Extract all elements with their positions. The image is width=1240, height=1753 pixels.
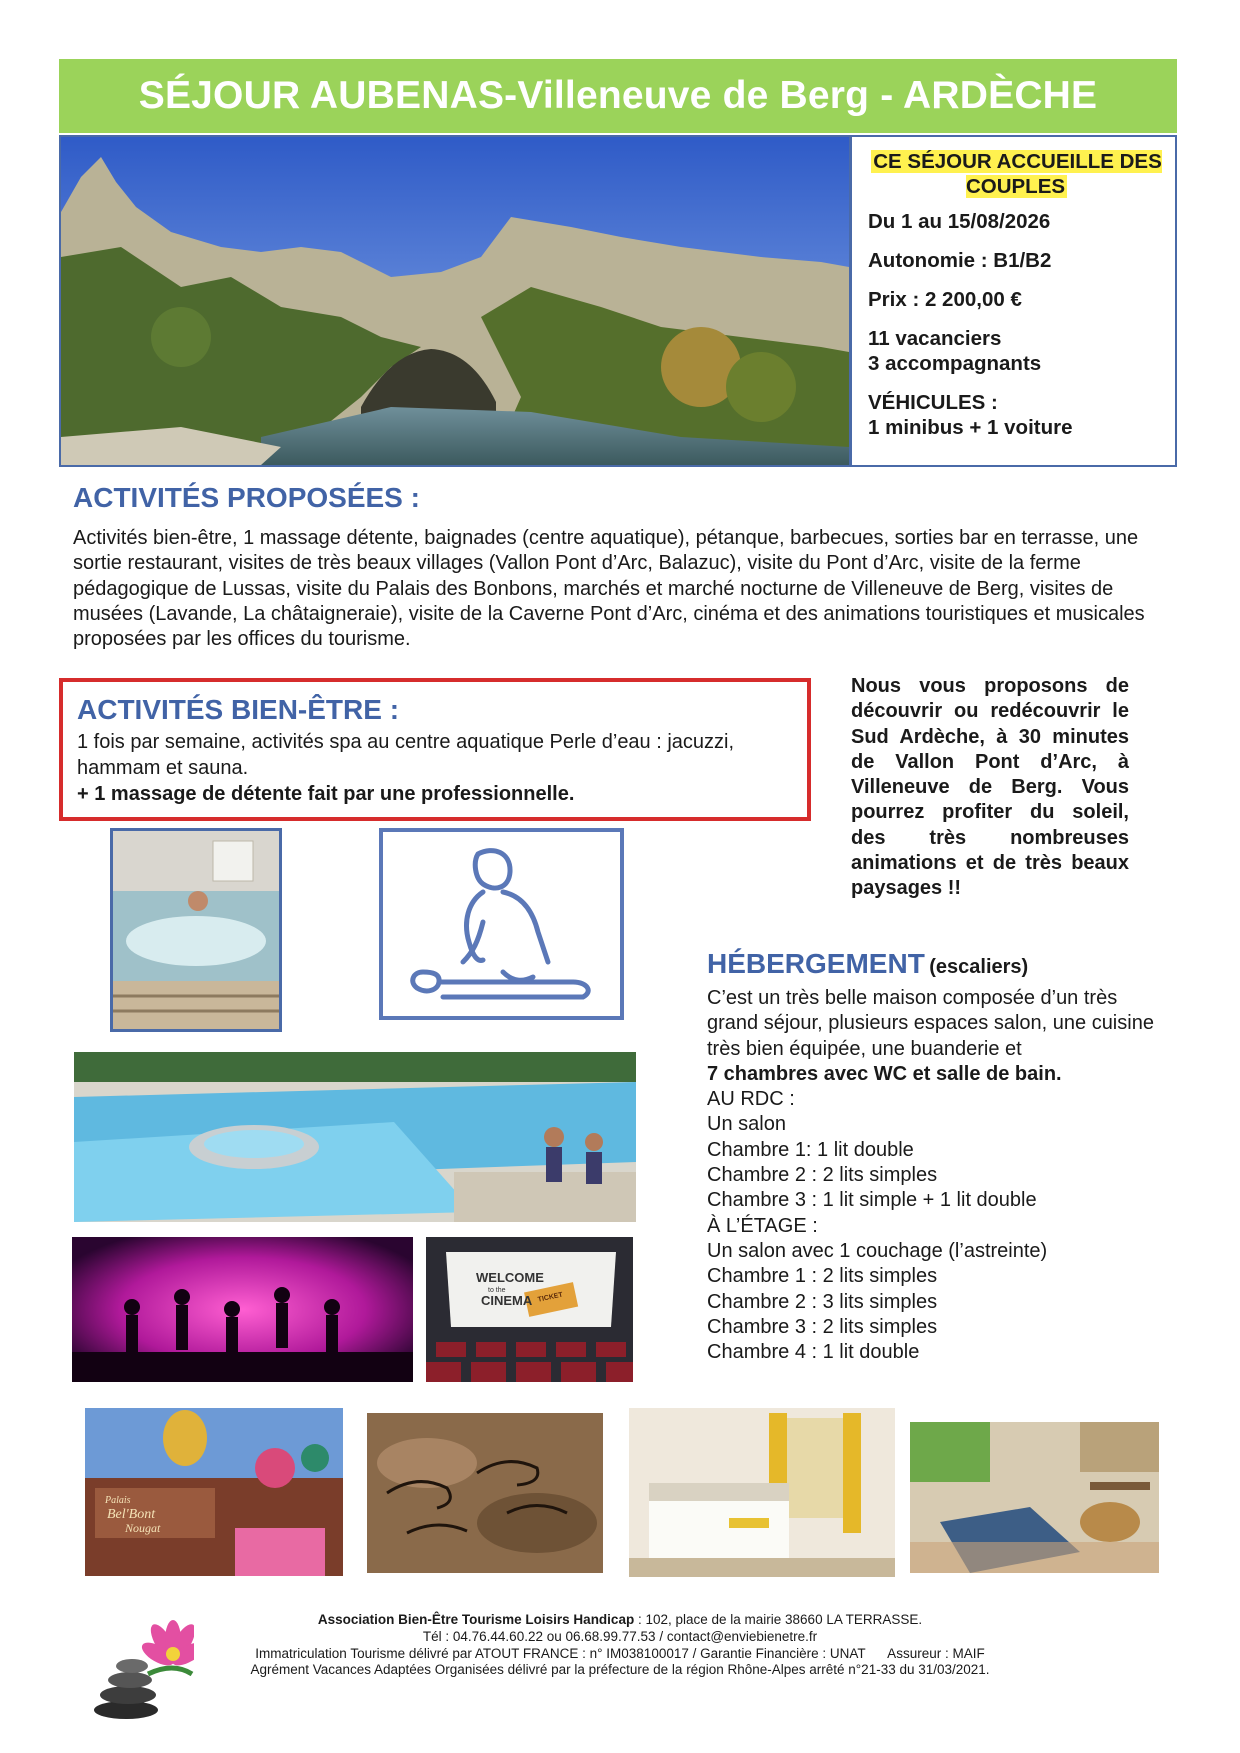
- hebergement-chambres: 7 chambres avec WC et salle de bain.: [707, 1062, 1062, 1085]
- page-title: SÉJOUR AUBENAS-Villeneuve de Berg - ARDÈCHE: [138, 74, 1098, 117]
- living-room-photo: [910, 1422, 1159, 1573]
- accompagnants: 3 accompagnants: [868, 352, 1042, 375]
- vehicules: [868, 390, 1165, 440]
- palais-sign-line1: Palais: [105, 1495, 131, 1506]
- cinema-sign-welcome: WELCOME: [476, 1270, 544, 1285]
- prix: Prix : 2 200,00 €: [868, 288, 1022, 311]
- hebergement-subtitle: (escaliers): [929, 956, 1029, 978]
- footer-immat: Immatriculation Tourisme délivré par ATOUT FRANCE : n° IM038100017 / Garantie Financière : UNAT Assureur : MAIF: [255, 1645, 985, 1661]
- hebergement-line: Chambre 4 : 1 lit double: [707, 1341, 920, 1364]
- vehicules-value: 1 minibus + 1 voiture: [868, 416, 1073, 439]
- info-box: [850, 135, 1177, 467]
- participants: [868, 326, 1165, 376]
- cinema-ticket-label: TICKET: [537, 1291, 564, 1304]
- hebergement-text: [707, 986, 1167, 1365]
- hebergement-line: Chambre 1: 1 lit double: [707, 1138, 914, 1161]
- caverne-pont-darc-photo: [367, 1413, 603, 1573]
- vehicules-label: VÉHICULES :: [868, 391, 998, 414]
- couples-notice: CE SÉJOUR ACCUEILLE DES COUPLES: [873, 150, 1162, 198]
- footer-address: : 102, place de la mairie 38660 LA TERRASSE.: [634, 1612, 923, 1627]
- hebergement-line: AU RDC :: [707, 1088, 795, 1111]
- bienetre-box: [59, 678, 811, 821]
- hebergement-line: Un salon avec 1 couchage (l’astreinte): [707, 1239, 1048, 1262]
- hebergement-line: À L’ÉTAGE :: [707, 1214, 818, 1237]
- association-logo: [88, 1602, 194, 1722]
- palais-sign-line2: Bel'Bont: [107, 1507, 156, 1522]
- hebergement-line: Chambre 3 : 2 lits simples: [707, 1315, 938, 1338]
- activites-text: Activités bien-être, 1 massage détente, baignades (centre aquatique), pétanque, barbecues, sorties bar en terrasse, une sortie restaurant, visites de très beaux villages (Vallon Pont d’Arc, Balazuc), visite du Pont d’Arc, visite de la ferme pédagogique de Lussas, visite du Palais des Bonbons, marchés et marché nocturne de Villeneuve de Berg, visites de musées (Lavande, La châtaigneraie), visite de la Caverne Pont d’Arc, cinéma et des animations touristiques et musicales proposées par les offices du tourisme.: [73, 527, 1145, 651]
- footer-agrement: Agrément Vacances Adaptées Organisées délivré par la préfecture de la région Rhône-Alpes arrêté n°21-33 du 31/03/2021.: [250, 1662, 990, 1678]
- bienetre-spa-text: 1 fois par semaine, activités spa au centre aquatique Perle d’eau : jacuzzi, hammam et sauna.: [77, 731, 735, 779]
- bedroom-photo: [629, 1408, 895, 1577]
- jacuzzi-photo: [110, 828, 282, 1032]
- vacanciers: 11 vacanciers: [868, 327, 1002, 350]
- hero-image-pont-darc: [59, 135, 851, 467]
- title-banner: [59, 59, 1177, 133]
- massage-icon: [379, 828, 624, 1020]
- palais-sign-line3: Nougat: [125, 1521, 161, 1535]
- footer-org-line: [210, 1612, 1030, 1629]
- aquatic-center-photo: [74, 1052, 636, 1222]
- hebergement-line: Un salon: [707, 1113, 786, 1136]
- footer: [210, 1612, 1030, 1679]
- hebergement-line: Chambre 1 : 2 lits simples: [707, 1265, 938, 1288]
- cinema-image: [426, 1237, 633, 1382]
- hebergement-line: Chambre 2 : 3 lits simples: [707, 1290, 938, 1313]
- dance-party-image: [72, 1237, 413, 1382]
- bienetre-title: ACTIVITÉS BIEN-ÊTRE :: [77, 694, 400, 725]
- hebergement-title: [707, 948, 1028, 980]
- bienetre-massage-text: + 1 massage de détente fait par une professionnelle.: [77, 783, 575, 805]
- hebergement-line: Chambre 2 : 2 lits simples: [707, 1164, 938, 1187]
- footer-org: Association Bien-Être Tourisme Loisirs Handicap: [317, 1612, 635, 1627]
- hebergement-line: Chambre 3 : 1 lit simple + 1 lit double: [707, 1189, 1037, 1212]
- cinema-sign-cinema: CINEMA: [481, 1293, 533, 1308]
- activites-title: ACTIVITÉS PROPOSÉES :: [73, 482, 420, 513]
- cinema-sign-to-the: to the: [488, 1287, 506, 1294]
- footer-contact: Tél : 04.76.44.60.22 ou 06.68.99.77.53 / contact@enviebienetre.fr: [422, 1628, 818, 1644]
- palais-bonbons-photo: [85, 1408, 343, 1576]
- autonomie: Autonomie : B1/B2: [868, 249, 1052, 272]
- hebergement-desc: C’est un très belle maison composée d’un très grand séjour, plusieurs espaces salon, une cuisine très bien équipée, une buanderie et: [707, 987, 1154, 1060]
- intro-text: Nous vous proposons de découvrir ou redécouvrir le Sud Ardèche, à 30 minutes de Vallon Pont d’Arc, à Villeneuve de Berg. Vous pourrez profiter du soleil, des très nombreuses animations et de très beaux paysages !!: [851, 675, 1129, 900]
- hebergement-heading: HÉBERGEMENT: [707, 948, 925, 979]
- dates: Du 1 au 15/08/2026: [868, 210, 1051, 233]
